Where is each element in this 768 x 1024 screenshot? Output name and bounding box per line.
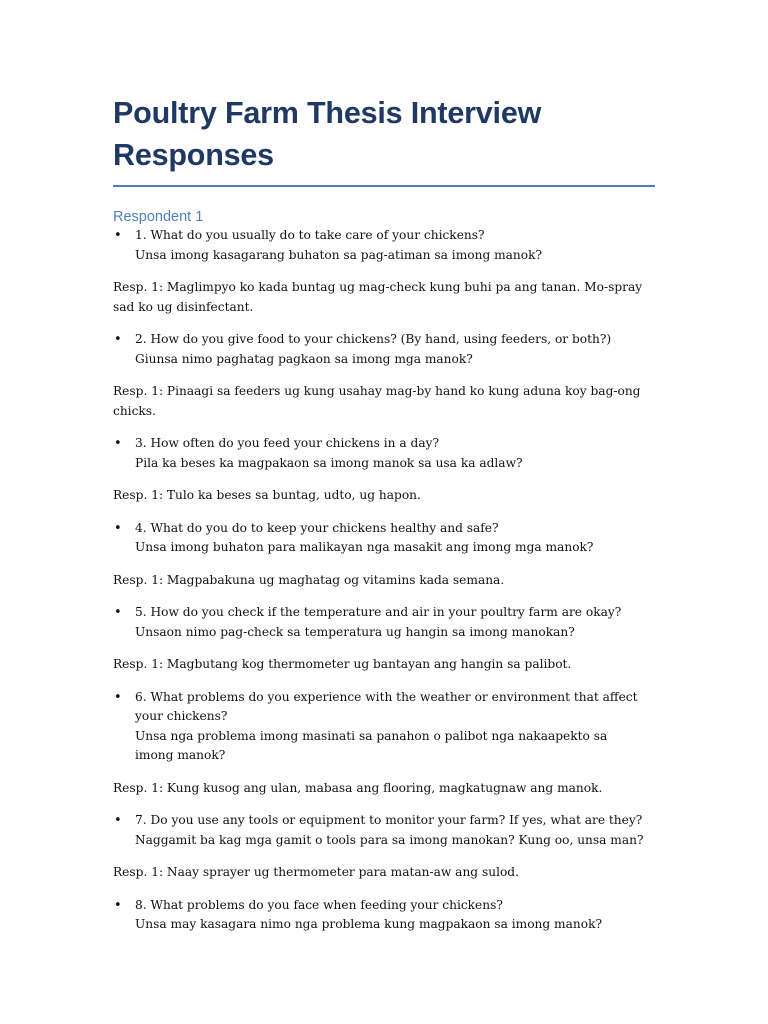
question-english: 7. Do you use any tools or equipment to monitor your farm? If yes, what are they? (135, 813, 643, 827)
question-english: 6. What problems do you experience with the weather or environment that affect your chickens? (135, 689, 638, 723)
respondent-heading: Respondent 1 (113, 209, 204, 225)
qa-list (113, 226, 655, 935)
question-item (113, 688, 655, 766)
question-item (113, 603, 655, 642)
bullet-icon: • (114, 520, 122, 536)
question-text (135, 811, 655, 850)
question-text (135, 226, 655, 265)
answer-text: Resp. 1: Pinaagi sa feeders ug kung usahay mag-by hand ko kung aduna koy bag-ong chicks. (113, 384, 641, 418)
question-text (135, 330, 655, 369)
question-cebuano: Giunsa nimo paghatag pagkaon sa imong mga manok? (135, 351, 473, 366)
question-item (113, 811, 655, 850)
page-title: Poultry Farm Thesis Interview Responses (113, 96, 542, 172)
question-cebuano: Unsaon nimo pag-check sa temperatura ug hangin sa imong manokan? (135, 624, 575, 639)
question-item (113, 226, 655, 265)
question-text (135, 519, 655, 558)
question-english: 4. What do you do to keep your chickens healthy and safe? (135, 520, 499, 535)
bullet-icon: • (114, 436, 122, 451)
question-text (135, 896, 655, 935)
bullet-icon: • (114, 332, 122, 347)
title-divider (113, 185, 655, 187)
answer-text: Resp. 1: Naay sprayer ug thermometer para matan-aw ang sulod. (113, 865, 519, 879)
bullet-icon: • (114, 813, 122, 828)
question-cebuano: Unsa imong buhaton para malikayan nga masakit ang imong mga manok? (135, 540, 594, 554)
question-english: 1. What do you usually do to take care of your chickens? (135, 228, 485, 242)
answer-text: Resp. 1: Magbutang kog thermometer ug bantayan ang hangin sa palibot. (113, 657, 572, 671)
answer-text: Resp. 1: Magpabakuna ug maghatag og vitamins kada semana. (113, 572, 505, 587)
answer-text: Resp. 1: Maglimpyo ko kada buntag ug mag-check kung buhi pa ang tanan. Mo-spray sad ko ug disinfectant. (113, 280, 643, 314)
bullet-icon: • (114, 689, 122, 705)
question-text (135, 688, 655, 766)
bullet-icon: • (114, 605, 122, 620)
question-english: 8. What problems do you face when feeding your chickens? (135, 897, 503, 912)
question-cebuano: Unsa nga problema imong masinati sa panahon o palibot nga nakaapekto sa imong manok? (135, 728, 608, 762)
question-text (135, 603, 655, 642)
answer-text: Resp. 1: Kung kusog ang ulan, mabasa ang flooring, magkatugnaw ang manok. (113, 780, 603, 795)
question-english: 3. How often do you feed your chickens in a day? (135, 436, 440, 450)
answer-text: Resp. 1: Tulo ka beses sa buntag, udto, ug hapon. (113, 488, 421, 502)
question-cebuano: Naggamit ba kag mga gamit o tools para sa imong manokan? Kung oo, unsa man? (135, 832, 644, 847)
question-item (113, 896, 655, 935)
question-english: 2. How do you give food to your chickens? (By hand, using feeders, or both?) (135, 332, 612, 346)
question-item (113, 330, 655, 369)
question-cebuano: Unsa may kasagara nimo nga problema kung magpakaon sa imong manok? (135, 917, 602, 931)
question-item (113, 434, 655, 473)
question-english: 5. How do you check if the temperature and air in your poultry farm are okay? (135, 605, 622, 619)
question-item (113, 519, 655, 558)
question-text (135, 434, 655, 473)
question-cebuano: Unsa imong kasagarang buhaton sa pag-atiman sa imong manok? (135, 247, 543, 262)
document-page (113, 92, 655, 935)
bullet-icon: • (114, 228, 122, 243)
bullet-icon: • (114, 897, 122, 913)
question-cebuano: Pila ka beses ka magpakaon sa imong manok sa usa ka adlaw? (135, 455, 523, 470)
